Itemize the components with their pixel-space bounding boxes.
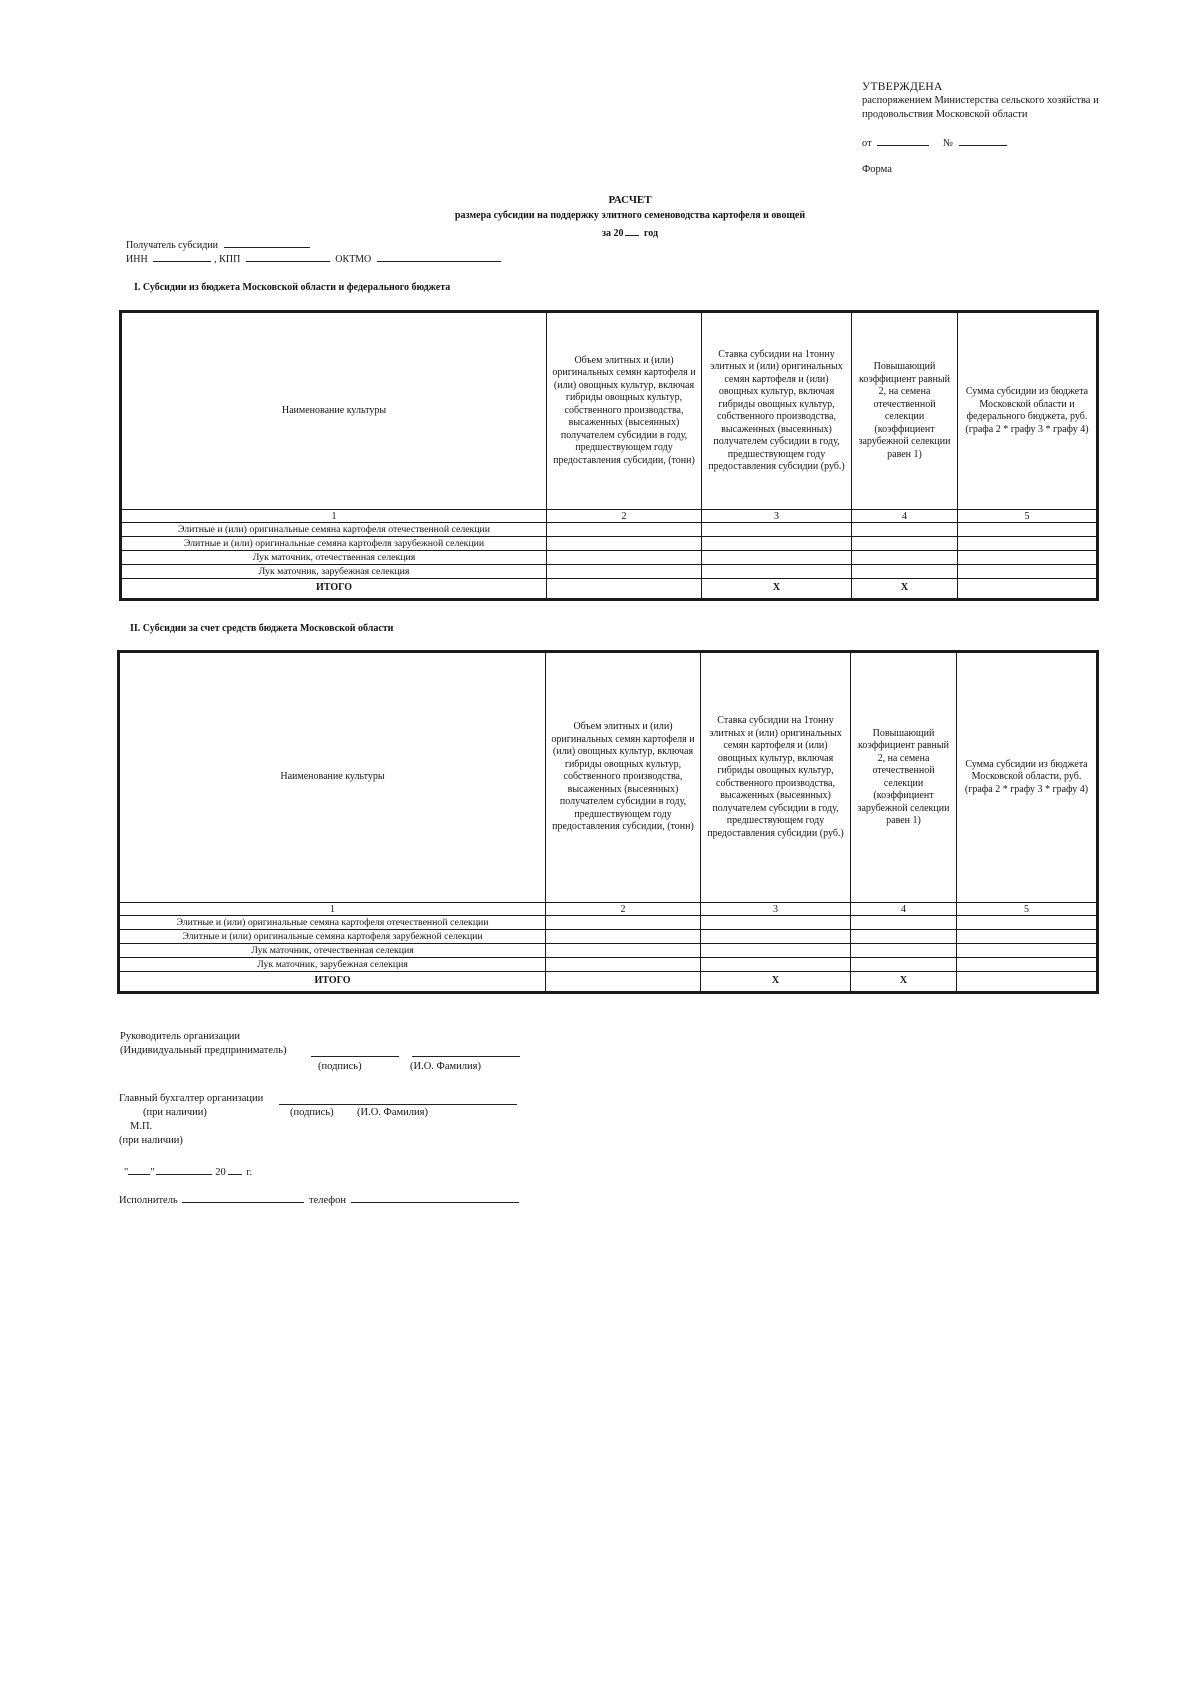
oktmo-label: ОКТМО: [335, 254, 372, 265]
table-cell[interactable]: [852, 537, 958, 551]
head-fio-line: [412, 1056, 520, 1057]
stamp-label: М.П.: [130, 1121, 153, 1132]
table-cell[interactable]: [852, 551, 958, 565]
date-suffix: г.: [246, 1167, 253, 1178]
inn-blank: [153, 250, 211, 262]
t1-num-4: 4: [852, 510, 958, 523]
executor-row: [119, 1191, 521, 1208]
codes-row: ИНН , КПП ОКТМО: [126, 250, 504, 265]
table-cell[interactable]: [701, 916, 851, 930]
t2-num-5: 5: [957, 903, 1097, 916]
number-blank: [959, 134, 1007, 146]
table-cell[interactable]: [547, 537, 702, 551]
table-cell[interactable]: [851, 944, 957, 958]
recipient-row: [126, 236, 313, 251]
t2-row-1-label: Элитные и (или) оригинальные семяна картофеля отечественной селекции: [120, 916, 546, 930]
date-year: 20: [215, 1167, 226, 1178]
table-cell[interactable]: [546, 930, 701, 944]
year-prefix: за 20: [601, 228, 624, 239]
kpp-blank: [246, 250, 330, 262]
t2-col-coef-header: Повышающий коэффициент равный 2, на семена отечественной селекции (коэффициент зарубежной селекции равен 1): [851, 653, 957, 903]
table-cell[interactable]: [702, 523, 852, 537]
t1-num-2: 2: [547, 510, 702, 523]
table-cell[interactable]: [702, 565, 852, 579]
table-cell[interactable]: [957, 930, 1097, 944]
t2-num-2: 2: [546, 903, 701, 916]
t1-row-4-label: Лук маточник, зарубежная селекция: [122, 565, 547, 579]
recipient-label: Получатель субсидии: [126, 240, 218, 251]
t2-row-3-label: Лук маточник, отечественная селекция: [120, 944, 546, 958]
accountant-fio-caption: (И.О. Фамилия): [357, 1107, 428, 1118]
accountant-line: [279, 1104, 517, 1105]
doc-year: [330, 224, 930, 239]
t1-row-2-label: Элитные и (или) оригинальные семяна картофеля зарубежной селекции: [122, 537, 547, 551]
table-cell[interactable]: [958, 579, 1097, 599]
day-blank: [128, 1163, 150, 1175]
table-2-number-row: [120, 903, 1097, 916]
t1-total-x-4: X: [852, 579, 958, 599]
from-label: от: [862, 138, 872, 149]
table-cell[interactable]: [701, 944, 851, 958]
t2-total-label: ИТОГО: [120, 972, 546, 992]
table-row: [120, 930, 1097, 944]
table-cell[interactable]: [701, 958, 851, 972]
table-cell[interactable]: [958, 523, 1097, 537]
t2-col-volume-header: Объем элитных и (или) оригинальных семян картофеля и (или) овощных культур, включая гибриды овощных культур, собственного производства, высаженных (высеянных) получателем субсидии в году, предшествующем году предоставления субсидии, (тонн): [546, 653, 701, 903]
table-cell[interactable]: [957, 916, 1097, 930]
t1-num-5: 5: [958, 510, 1097, 523]
executor-blank: [182, 1191, 304, 1203]
t1-col-volume-header: Объем элитных и (или) оригинальных семян картофеля и (или) овощных культур, включая гибриды овощных культур, собственного производства, высаженных (высеянных) получателем субсидии в году, предшествующем году предоставления субсидии, (тонн): [547, 313, 702, 510]
table-cell[interactable]: [702, 537, 852, 551]
t1-col-rate-header: Ставка субсидии на 1тонну элитных и (или) оригинальных семян картофеля и (или) овощных культур, включая гибриды овощных культур, собственного производства, высаженных (высеянных) получателем субсидии в году, предшествующем году предоставления субсидии (руб.): [702, 313, 852, 510]
table-row: [120, 958, 1097, 972]
form-label: Форма: [862, 164, 892, 175]
t1-num-1: 1: [122, 510, 547, 523]
table-1-number-row: [122, 510, 1097, 523]
t2-total-x-3: X: [701, 972, 851, 992]
t2-col-rate-header: Ставка субсидии на 1тонну элитных и (или) оригинальных семян картофеля и (или) овощных культур, включая гибриды овощных культур, собственного производства, высаженных (высеянных) получателем субсидии в году, предшествующем году предоставления субсидии (руб.): [701, 653, 851, 903]
t1-total-x-3: X: [702, 579, 852, 599]
t1-col-name-header: Наименование культуры: [122, 313, 547, 510]
table-cell[interactable]: [852, 523, 958, 537]
subsidy-table-2: [119, 652, 1097, 992]
doc-subtitle: размера субсидии на поддержку элитного семеноводства картофеля и овощей: [454, 210, 806, 221]
recipient-blank: [224, 236, 310, 248]
head-sign-line: [311, 1056, 399, 1057]
t1-total-label: ИТОГО: [122, 579, 547, 599]
table-cell[interactable]: [546, 958, 701, 972]
year-blank-2: [228, 1163, 242, 1175]
section-1-heading: I. Субсидии из бюджета Московской области и федерального бюджета: [134, 282, 451, 293]
t2-row-4-label: Лук маточник, зарубежная селекция: [120, 958, 546, 972]
t2-row-2-label: Элитные и (или) оригинальные семяна картофеля зарубежной селекции: [120, 930, 546, 944]
t2-col-name-header: Наименование культуры: [120, 653, 546, 903]
table-cell[interactable]: [958, 565, 1097, 579]
phone-blank: [351, 1191, 519, 1203]
accountant-optional: (при наличии): [143, 1107, 207, 1118]
head-label-1: Руководитель организации: [120, 1031, 240, 1042]
t1-num-3: 3: [702, 510, 852, 523]
approval-date-row: [862, 134, 1099, 151]
table-cell[interactable]: [958, 551, 1097, 565]
year-suffix: год: [643, 228, 659, 239]
table-2-total-row: [120, 972, 1097, 992]
executor-label: Исполнитель: [119, 1195, 178, 1206]
approval-line-2: продовольствия Московской области: [862, 109, 1028, 120]
t2-num-3: 3: [701, 903, 851, 916]
inn-label: ИНН: [126, 254, 148, 265]
table-cell[interactable]: [547, 551, 702, 565]
doc-title: РАСЧЕТ: [608, 194, 652, 206]
table-row: [120, 916, 1097, 930]
table-row: [122, 551, 1097, 565]
t2-num-4: 4: [851, 903, 957, 916]
phone-label: телефон: [308, 1195, 346, 1206]
t2-total-x-4: X: [851, 972, 957, 992]
t1-col-coef-header: Повышающий коэффициент равный 2, на семена отечественной селекции (коэффициент зарубежной селекции равен 1): [852, 313, 958, 510]
table-cell[interactable]: [957, 944, 1097, 958]
subsidy-table-1: [121, 312, 1097, 599]
approval-block: [862, 80, 1099, 177]
table-cell[interactable]: [546, 972, 701, 992]
t1-row-3-label: Лук маточник, отечественная селекция: [122, 551, 547, 565]
t2-col-sum-header: Сумма субсидии из бюджета Московской области, руб. (графа 2 * графу 3 * графу 4): [957, 653, 1097, 903]
table-cell[interactable]: [851, 930, 957, 944]
year-blank: [625, 224, 639, 236]
head-sign-caption: (подпись): [318, 1061, 362, 1072]
date-blank: [877, 134, 929, 146]
date-quote-close: ": [150, 1167, 155, 1178]
head-fio-caption: (И.О. Фамилия): [410, 1061, 481, 1072]
table-cell[interactable]: [546, 916, 701, 930]
section-2-heading: II. Субсидии за счет средств бюджета Московской области: [130, 623, 394, 634]
date-quote-open: ": [124, 1167, 129, 1178]
accountant-sign-caption: (подпись): [290, 1107, 334, 1118]
head-label-2: (Индивидуальный предприниматель): [120, 1045, 287, 1056]
date-row: [124, 1163, 252, 1180]
table-cell[interactable]: [701, 930, 851, 944]
month-blank: [156, 1163, 212, 1175]
table-row: [122, 537, 1097, 551]
kpp-label: КПП: [219, 254, 241, 265]
table-cell[interactable]: [851, 958, 957, 972]
table-cell[interactable]: [958, 537, 1097, 551]
table-cell[interactable]: [547, 523, 702, 537]
table-1-total-row: [122, 579, 1097, 599]
table-cell[interactable]: [702, 551, 852, 565]
table-cell[interactable]: [852, 565, 958, 579]
table-cell[interactable]: [546, 944, 701, 958]
table-cell[interactable]: [851, 916, 957, 930]
table-row: [122, 565, 1097, 579]
t1-row-1-label: Элитные и (или) оригинальные семяна картофеля отечественной селекции: [122, 523, 547, 537]
approved-label: УТВЕРЖДЕНА: [862, 81, 943, 93]
table-1-header-row: [122, 313, 1097, 510]
t1-col-sum-header: Сумма субсидии из бюджета Московской области и федерального бюджета, руб. (графа 2 * графу 3 * графу 4): [958, 313, 1097, 510]
oktmo-blank: [377, 250, 501, 262]
table-cell[interactable]: [547, 579, 702, 599]
stamp-optional: (при наличии): [119, 1135, 183, 1146]
approval-line-1: распоряжением Министерства сельского хозяйства и: [862, 95, 1099, 106]
table-cell[interactable]: [957, 972, 1097, 992]
accountant-label: Главный бухгалтер организации: [119, 1093, 264, 1104]
table-cell[interactable]: [547, 565, 702, 579]
number-label: №: [942, 138, 953, 149]
t2-num-1: 1: [120, 903, 546, 916]
table-cell[interactable]: [957, 958, 1097, 972]
table-2-header-row: [120, 653, 1097, 903]
table-row: [122, 523, 1097, 537]
table-row: [120, 944, 1097, 958]
